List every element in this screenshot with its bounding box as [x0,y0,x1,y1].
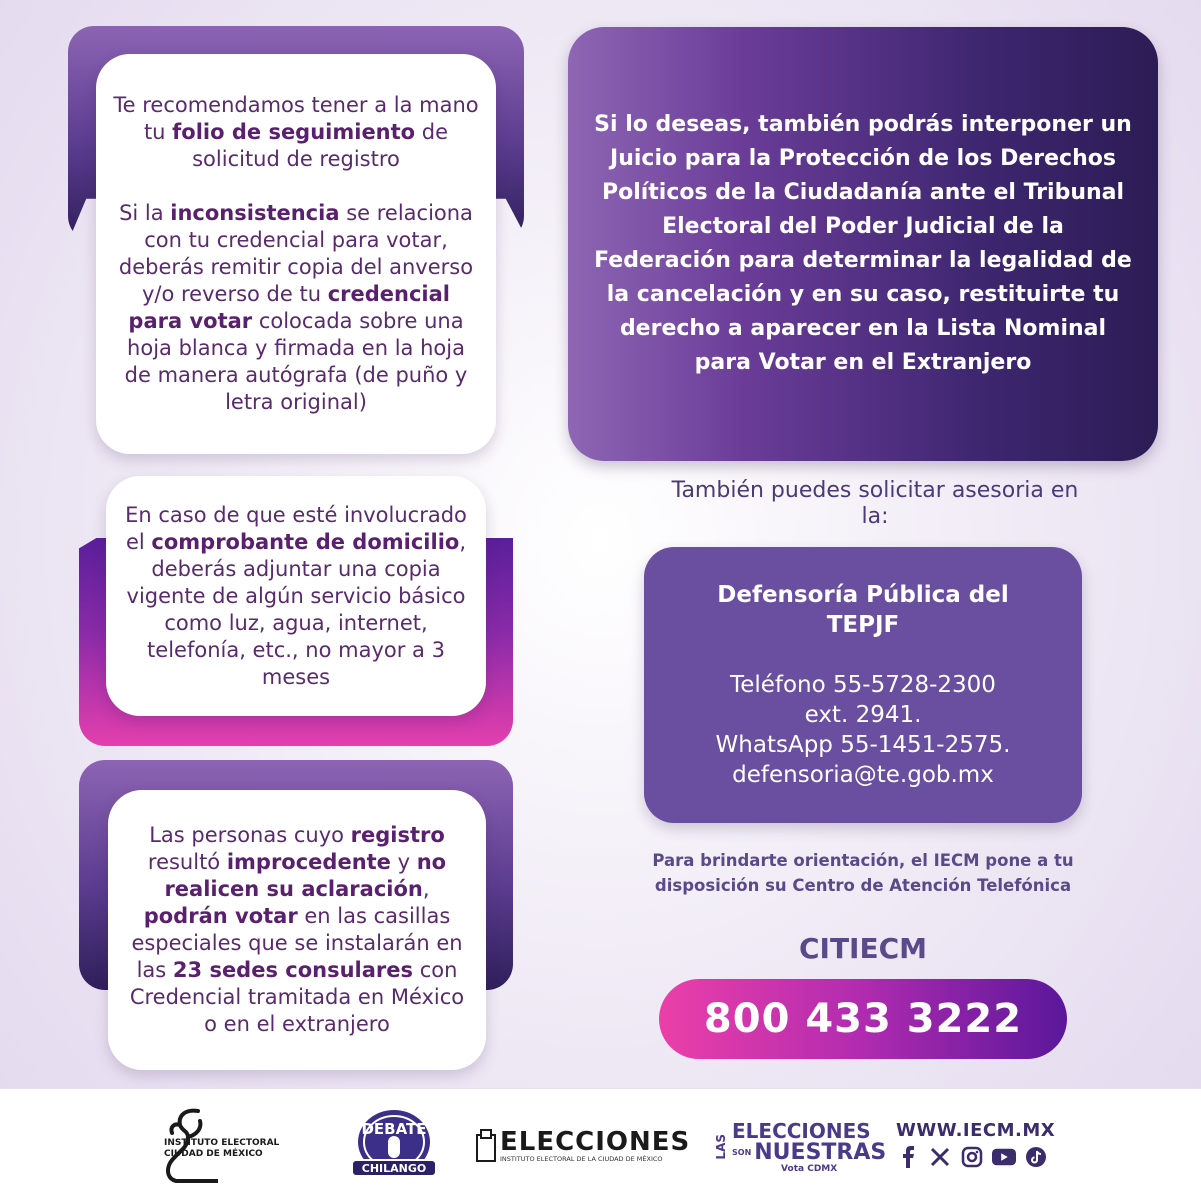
domicilio-info-card [106,476,486,716]
instagram-icon[interactable] [960,1145,984,1169]
juicio-text: Si lo deseas, también podrás interponer un Juicio para la Protección de los Derechos Políticos de la Ciudadanía ante el Tribunal Electoral del Poder Judicial de la Federación para determinar la legalidad de la cancelación y en su caso, restituirte tu derecho a aparecer en la Lista Nominal para Votar en el Extranjero [594,112,1132,375]
elecciones-logo [476,1124,690,1168]
x-icon[interactable] [928,1145,952,1169]
debate-chilango-logo [346,1106,442,1182]
elecciones-word: ELECCIONES [500,1127,691,1157]
iecm-name: INSTITUTO ELECTORAL CIUDAD DE MÉXICO [164,1138,280,1159]
defensoria-contact [716,670,1011,790]
orientacion-text: Para brindarte orientación, el IECM pone a tu disposición su Centro de Atención Telefónica [652,851,1074,895]
defensoria-telefono: Teléfono 55-5728-2300 [730,672,996,698]
chilango-word: CHILANGO [361,1162,427,1175]
registro-paragraph: Las personas cuyo registro resultó improcedente y no realicen su aclaración, podrán votar en las casillas especiales que se instalarán en las 23 sedes consulares con Credencial tramitada en México o en el extranjero [129,823,465,1036]
defensoria-title: Defensoría Pública del TEPJF [717,582,1009,638]
defensoria-panel [644,547,1082,823]
website-link[interactable]: WWW.IECM.MX [896,1120,1056,1141]
phone-number: 800 433 3222 [703,996,1023,1042]
citiecm-label: CITIECM [798,932,928,965]
website-block [896,1120,1055,1169]
ballot-box-icon [476,1129,496,1163]
iecm-logo [158,1104,279,1184]
juicio-panel [568,27,1158,461]
defensoria-whatsapp: WhatsApp 55-1451-2575. [715,732,1011,758]
tiktok-icon[interactable] [1024,1145,1048,1169]
las-elecciones-son-nuestras-logo: LAS ELECCIONES SON NUESTRAS Vota CDMX [714,1119,887,1174]
debate-word: DEBATE [361,1120,427,1138]
domicilio-paragraph: En caso de que esté involucrado el comprobante de domicilio, deberás adjuntar una copia vigente de algún servicio básico como luz, agua, internet, telefonía, etc., no mayor a 3 meses [125,502,467,689]
youtube-icon[interactable] [992,1145,1016,1169]
inconsistencia-paragraph: Si la inconsistencia se relaciona con tu credencial para votar, deberás remitir copia del anverso y/o reverso de tu credencial para votar colocada sobre una hoja blanca y firmada en la hoja de manera autógrafa (de puño y letra original) [118,201,474,414]
phone-number-pill[interactable] [659,979,1067,1059]
social-icons [896,1145,1048,1169]
folio-info-card [96,54,496,454]
registro-info-card [108,790,486,1070]
facebook-icon[interactable] [896,1145,920,1169]
folio-paragraph: Te recomendamos tener a la mano tu folio de seguimiento de solicitud de registro [113,93,479,171]
asesoria-heading: También puedes solicitar asesoria en la: [671,478,1079,529]
elecciones-sub: INSTITUTO ELECTORAL DE LA CIUDAD DE MÉXICO [500,1155,663,1163]
defensoria-ext: ext. 2941. [804,702,922,728]
defensoria-email[interactable]: defensoria@te.gob.mx [732,762,994,788]
